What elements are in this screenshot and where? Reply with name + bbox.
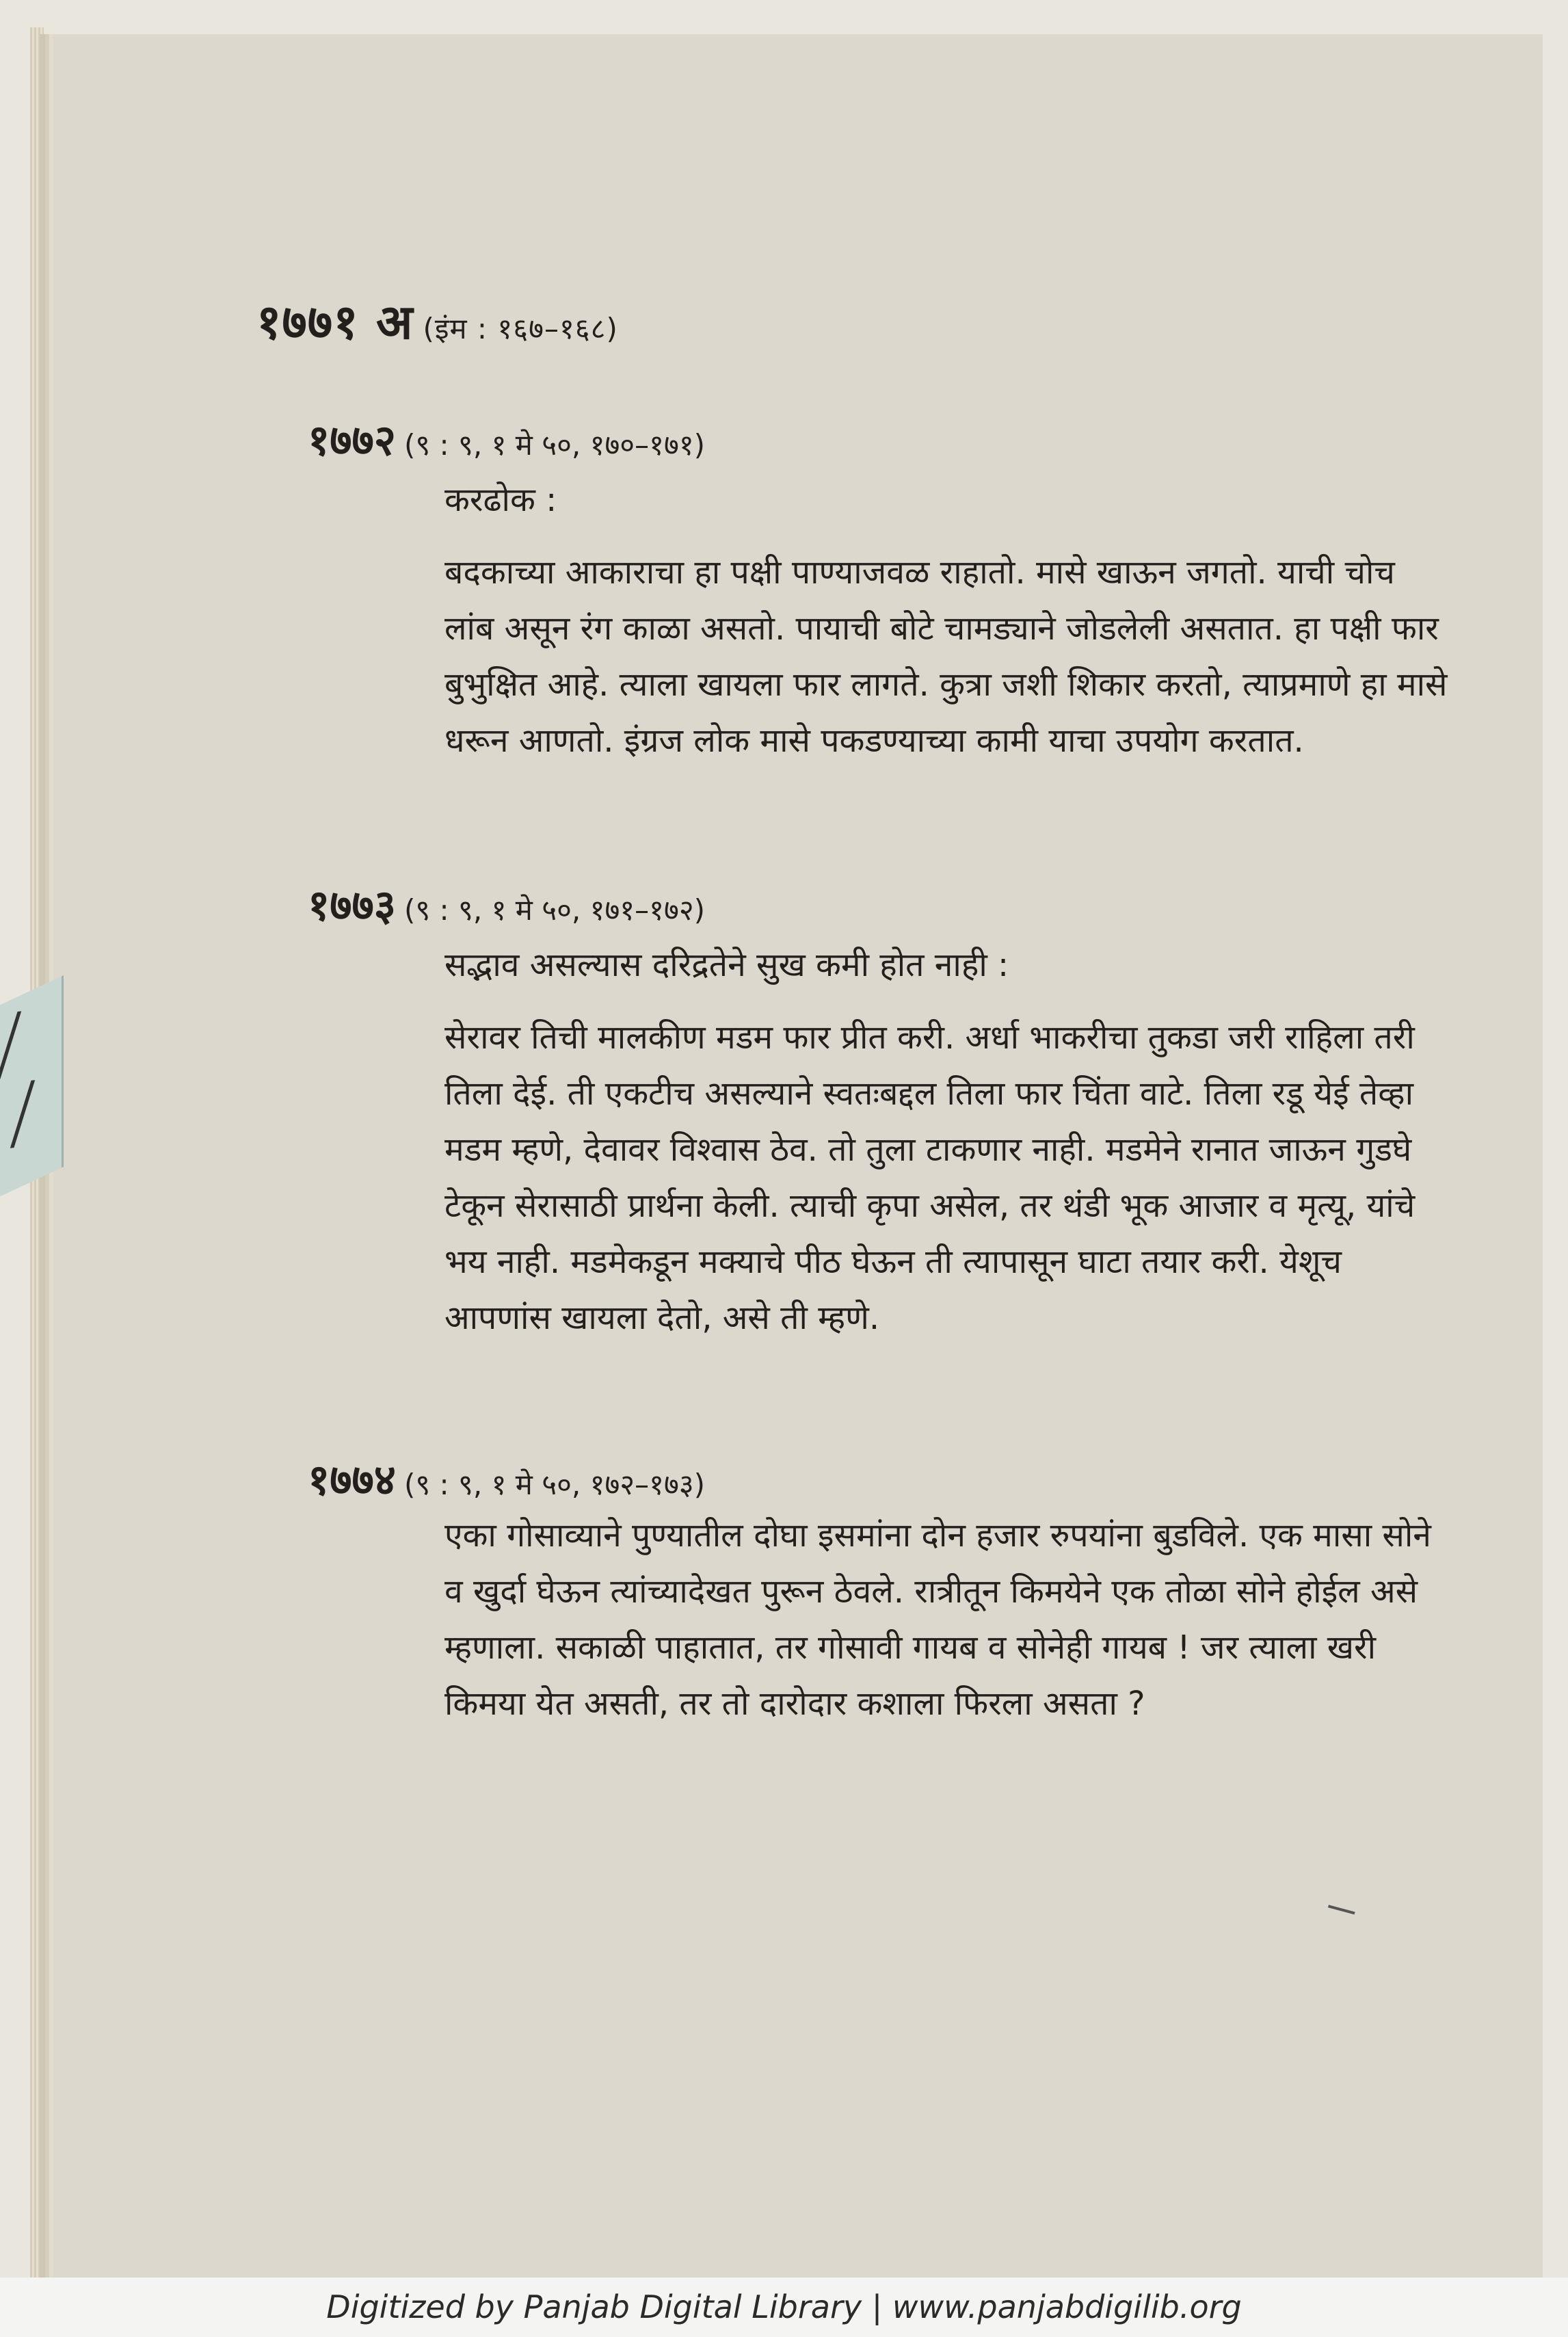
entry-title: करढोक :	[444, 481, 557, 519]
entry-text: सेरावर तिची मालकीण मडम फार प्रीत करी. अर्धा भाकरीचा तुकडा जरी राहिला तरी तिला देई. ती एकटीच असल्याने स्वतःबद्दल तिला फार चिंता वाटे. तिला रडू येई तेव्हा मडम म्हणे, देवावर विश्वास ठेव. तो तुला टाकणार नाही. मडमेने रानात जाऊन गुडघे टेकून सेरासाठी प्रार्थना केली. त्याची कृपा असेल, तर थंडी भूक आजार व मृत्यू, यांचे भय नाही. मडमेकडून मक्याचे पीठ घेऊन ती त्यापासून घाटा तयार करी. येशूच आपणांस खायला देतो, असे ती म्हणे.	[444, 1018, 1416, 1337]
digitization-footer: Digitized by Panjab Digital Library | www.panjabdigilib.org	[0, 2277, 1568, 2337]
entry-text: बदकाच्या आकाराचा हा पक्षी पाण्याजवळ राहातो. मासे खाऊन जगतो. याची चोच लांब असून रंग काळा असतो. पायाची बोटे चामड्याने जोडलेली असतात. हा पक्षी फार बुभुक्षित आहे. त्याला खायला फार लागते. कुत्रा जशी शिकार करतो, त्याप्रमाणे हा मासे धरून आणतो. इंग्रज लोक मासे पकडण्याच्या कामी याचा उपयोग करतात.	[444, 553, 1448, 760]
entry-1773	[308, 875, 1450, 1346]
section-heading	[256, 287, 618, 353]
page-tab-marker	[0, 975, 64, 1200]
entry-title: सद्भाव असल्यास दरिद्रतेने सुख कमी होत नाही :	[444, 946, 1009, 984]
entry-1772	[308, 410, 1450, 769]
entry-number: १७७४	[308, 1455, 396, 1505]
entry-1774	[308, 1450, 1450, 1732]
entry-reference: (९ : ९, १ मे ५०, १७०–१७१)	[403, 428, 706, 462]
heading-number: १७७१ अ	[256, 294, 414, 350]
entry-reference: (९ : ९, १ मे ५०, १७१–१७२)	[403, 893, 706, 927]
entry-text: एका गोसाव्याने पुण्यातील दोघा इसमांना दोन हजार रुपयांना बुडविले. एक मासा सोने व खुर्दा घेऊन त्यांच्यादेखत पुरून ठेवले. रात्रीतून किमयेने एक तोळा सोने होईल असे म्हणाला. सकाळी पाहातात, तर गोसावी गायब व सोनेही गायब ! जर त्याला खरी किमया येत असती, तर तो दारोदार कशाला फिरला असता ?	[444, 1516, 1431, 1723]
heading-reference: (इंम : १६७–१६८)	[423, 312, 618, 345]
entry-reference: (९ : ९, १ मे ५०, १७२–१७३)	[403, 1468, 706, 1501]
entry-number: १७७३	[308, 880, 396, 930]
entry-number: १७७२	[308, 415, 396, 465]
